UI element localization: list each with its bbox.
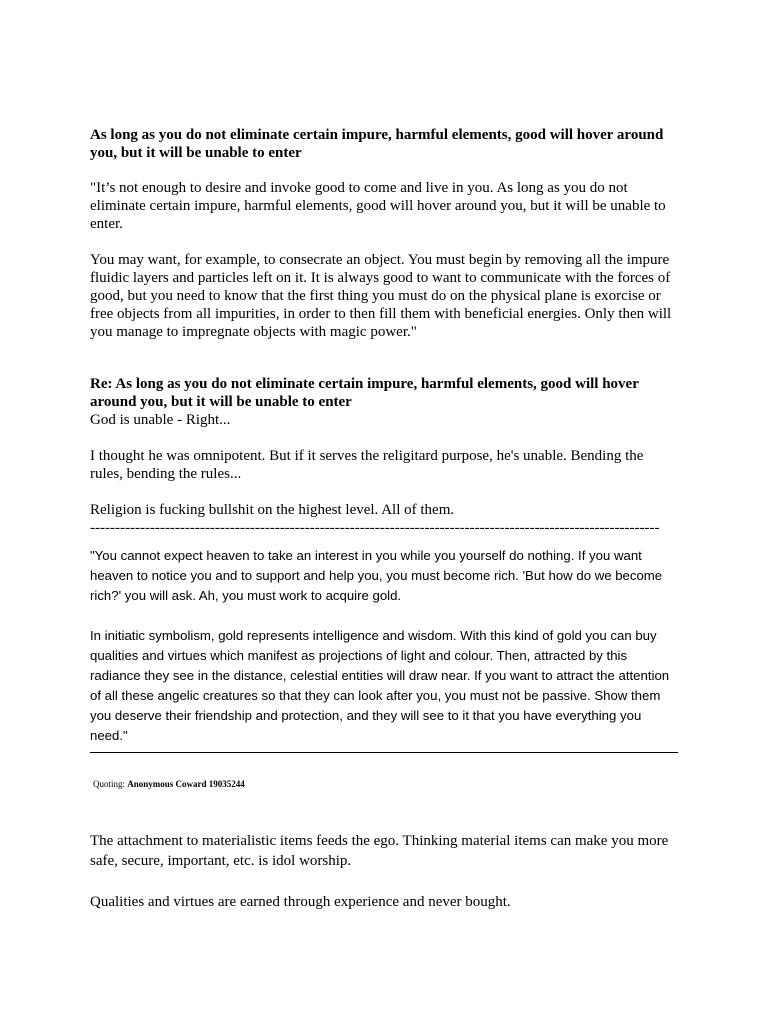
dashed-separator: ------------------------------------------------------------------------------------------------------------------ (90, 520, 660, 536)
reply-line-1: God is unable - Right... (90, 412, 231, 428)
post-paragraph-1: "It’s not enough to desire and invoke good to come and live in you. As long as you do not eliminate certain impure, harmful elements, good will hover around you, but it will be unable to enter. (90, 180, 666, 232)
quote-block (90, 546, 678, 753)
reply-paragraph-1: I thought he was omnipotent. But if it serves the religitard purpose, he's unable. Bending the rules, bending the rules... (90, 448, 644, 482)
reply-2 (90, 831, 682, 912)
post-paragraph-2: You may want, for example, to consecrate an object. You must begin by removing all the impure fluidic layers and particles left on it. It is always good to want to communicate with the forces of good, but you need to know that the first thing you must do on the physical plane is exorcise or free objects from all impurities, in order to then fill them with beneficial energies. Only then will you manage to impregnate objects with magic power." (90, 252, 672, 340)
reply-title: Re: As long as you do not eliminate certain impure, harmful elements, good will hover around you, but it will be unable to enter (90, 376, 639, 410)
post-title: As long as you do not eliminate certain impure, harmful elements, good will hover around you, but it will be unable to enter (90, 127, 664, 161)
document-body (90, 126, 680, 753)
quote-paragraph-1: "You cannot expect heaven to take an interest in you while you yourself do nothing. If you want heaven to notice you and to support and help you, you must become rich. 'But how do we become rich?' you will ask. Ah, you must work to acquire gold. (90, 548, 663, 603)
quote-paragraph-2: In initiatic symbolism, gold represents intelligence and wisdom. With this kind of gold you can buy qualities and virtues which manifest as projections of light and colour. Then, attracted by this radiance they see in the distance, celestial entities will draw near. If you want to attract the attention of all these angelic creatures so that they can look after you, you must not be passive. Show them you deserve their friendship and protection, and they will see to it that you have everything you need." (90, 628, 670, 743)
reply-paragraph-2: Religion is fucking bullshit on the highest level. All of them. (90, 502, 455, 518)
reply-2-paragraph-2: Qualities and virtues are earned through experience and never bought. (90, 894, 511, 910)
quoting-label: Quoting: (93, 779, 128, 789)
quoting-author: Anonymous Coward 19035244 (127, 779, 245, 789)
quoting-attribution (93, 779, 245, 790)
reply-2-paragraph-1: The attachment to materialistic items feeds the ego. Thinking material items can make you more safe, secure, important, etc. is idol worship. (90, 833, 669, 869)
